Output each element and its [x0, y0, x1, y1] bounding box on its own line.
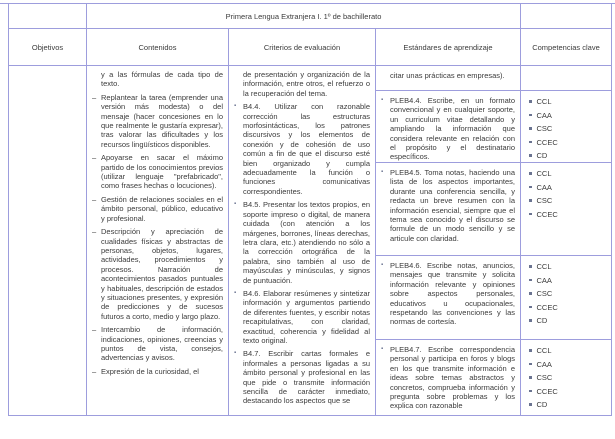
dash-marker-icon: –: [92, 325, 97, 335]
square-bullet-icon: [529, 186, 532, 189]
competencia-badge: CD: [529, 400, 607, 409]
square-bullet-icon: [529, 172, 532, 175]
square-bullet-icon: [529, 141, 532, 144]
competencia-badge: CCEC: [529, 210, 607, 219]
competencias-cell: [521, 163, 611, 255]
square-bullet-icon: [529, 199, 532, 202]
dash-marker-icon: –: [92, 227, 97, 237]
square-bullet-icon: ▪: [234, 289, 237, 296]
square-bullet-icon: [529, 279, 532, 282]
competencia-badge: CAA: [529, 360, 607, 369]
competencias-cell-empty: [521, 66, 611, 90]
square-bullet-icon: ▪: [381, 169, 384, 175]
column-header-estandares: Estándares de aprendizaje: [376, 29, 521, 65]
estandar-pleb46: ▪ PLEB4.6. Escribe notas, anuncios, mensajes que transmite y solicita información relevante y opiniones sobre aspectos personales, educativos u ocupacionales, respetando las convenciones y las normas de cortesía.: [376, 256, 521, 339]
column-header-criterios: Criterios de evaluación: [229, 29, 376, 65]
criterios-item: ▪ B4.7. Escribir cartas formales e informales a personas ligadas a su ámbito personal y profesional en las que pide o transmite información sencilla de carácter inmediato, destacando los aspectos que se: [234, 349, 370, 406]
competencia-badge: CSC: [529, 289, 607, 298]
table-header-row: [9, 29, 611, 66]
contenidos-item: – Gestión de relaciones sociales en el ámbito personal, público, educativo y profesional.: [92, 194, 223, 223]
square-bullet-icon: [529, 127, 532, 130]
table-title-row: [9, 4, 611, 29]
square-bullet-icon: [529, 363, 532, 366]
table-row: [376, 340, 611, 415]
competencias-cell: [521, 256, 611, 339]
competencia-badge: CSC: [529, 196, 607, 205]
estandar-pleb44: ▪ PLEB4.4. Escribe, en un formato convencional y en cualquier soporte, un curriculum vitae detallando y ampliando la información que considera relevante en relación con el propósito y el destinatario específicos.: [376, 91, 521, 162]
competencia-badge: CCL: [529, 346, 607, 355]
contenidos-item: – Apoyarse en sacar el máximo partido de los conocimientos previos (utilizar lenguaje "prefabricado", como frases hechas o locuciones).: [92, 153, 223, 191]
objetivos-cell: [9, 66, 87, 415]
competencias-cell: [521, 91, 611, 162]
competencia-badge: CSC: [529, 124, 607, 133]
criterios-item: ▪ B4.4. Utilizar con razonable corrección las estructuras morfosintácticas, los patrones discursivos y los elementos de conexión y de cohesión de uso común a fin de que el discurso esté bien organizado y cumpla adecuadamente la función o funciones comunicativas correspondientes.: [234, 102, 370, 196]
competencia-badge: CCL: [529, 97, 607, 106]
column-header-objetivos: Objetivos: [9, 29, 87, 65]
contenidos-cell: [87, 66, 229, 415]
square-bullet-icon: [529, 114, 532, 117]
contenidos-continuation: y a las fórmulas de cada tipo de texto.: [101, 70, 223, 89]
table-title: Primera Lengua Extranjera I. 1º de bachillerato: [87, 4, 521, 28]
square-bullet-icon: [529, 213, 532, 216]
table-row: [376, 163, 611, 256]
dash-marker-icon: –: [92, 92, 97, 102]
competencia-badge: CCEC: [529, 138, 607, 147]
table-row: [376, 66, 611, 91]
competencia-badge: CCL: [529, 169, 607, 178]
title-row-competencias-spacer: [521, 4, 611, 28]
estandares-competencias-stack: [376, 66, 611, 415]
contenidos-item: – Descripción y apreciación de cualidades físicas y abstractas de personas, objetos, lugares, actividades, procedimientos y procesos. Narración de acontecimientos pasados puntuales y habituales, descripción de estados y situaciones presentes, y expresión de predicciones y de sucesos futuros a corto, medio y largo plazo.: [92, 227, 223, 321]
column-header-competencias: Competencias clave: [532, 42, 600, 52]
dash-marker-icon: –: [92, 194, 97, 204]
square-bullet-icon: [529, 319, 532, 322]
competencias-cell: [521, 340, 611, 415]
table-row: [376, 256, 611, 340]
competencia-badge: CCL: [529, 262, 607, 271]
competencia-badge: CSC: [529, 373, 607, 382]
square-bullet-icon: ▪: [381, 97, 384, 103]
estandar-pleb47: ▪ PLEB4.7. Escribe correspondencia personal y participa en foros y blogs en los que transmite información e ideas sobre temas abstractos y concretos, comprueba información y pregunta sobre problemas y los explica con razonable: [376, 340, 521, 415]
criterios-continuation: de presentación y organización de la información, entre otros, el refuerzo o la recuperación del tema.: [243, 70, 370, 98]
square-bullet-icon: [529, 390, 532, 393]
criterios-item: ▪ B4.6. Elaborar resúmenes y sintetizar información y argumentos partiendo de diferentes fuentes, y escribir notas recapitulativas, con claridad, exactitud, coherencia y fidelidad al texto original.: [234, 288, 370, 345]
competencia-badge: CD: [529, 151, 607, 160]
competencia-badge: CCEC: [529, 303, 607, 312]
square-bullet-icon: [529, 349, 532, 352]
competencia-badge: CCEC: [529, 387, 607, 396]
dash-marker-icon: –: [92, 153, 97, 163]
criterios-cell: [229, 66, 376, 415]
square-bullet-icon: ▪: [234, 350, 237, 357]
competencia-badge: CD: [529, 316, 607, 325]
contenidos-item: – Expresión de la curiosidad, el: [92, 366, 199, 376]
square-bullet-icon: [529, 292, 532, 295]
competencia-badge: CAA: [529, 276, 607, 285]
square-bullet-icon: ▪: [381, 346, 384, 352]
square-bullet-icon: [529, 306, 532, 309]
table-body: [9, 66, 611, 415]
title-row-objetivos-spacer: [9, 4, 87, 28]
contenidos-item: – Replantear la tarea (emprender una versión más modesta) o del mensaje (hacer concesiones en lo que realmente le gustaría expresar), tras valorar las dificultades y los recursos lingüísticos disponibles.: [92, 92, 223, 149]
square-bullet-icon: ▪: [381, 262, 384, 268]
competencia-badge: CAA: [529, 111, 607, 120]
contenidos-item: – Intercambio de información, indicaciones, opiniones, creencias y puntos de vista, consejos, advertencias y avisos.: [92, 325, 223, 363]
dash-marker-icon: –: [92, 366, 97, 376]
square-bullet-icon: [529, 403, 532, 406]
criterios-item: ▪ B4.5. Presentar los textos propios, en soporte impreso o digital, de manera cuidada (con atención a los márgenes, borrones, líneas derechas, letra clara, etc.) atendiendo no sólo a la corrección ortográfica de la palabra, sino también al uso de mayúsculas y minúsculas, y signos de puntuación.: [234, 200, 370, 285]
square-bullet-icon: [529, 376, 532, 379]
estandar-pleb45: ▪ PLEB4.5. Toma notas, haciendo una lista de los aspectos importantes, durante una conferencia sencilla, y redacta un breve resumen con la información esencial, siempre que el tema sea conocido y el discurso se formule de un modo sencillo y se articule con claridad.: [376, 163, 521, 255]
curriculum-table: [8, 3, 612, 416]
square-bullet-icon: [529, 265, 532, 268]
competencia-badge: CAA: [529, 183, 607, 192]
column-header-contenidos: Contenidos: [87, 29, 229, 65]
square-bullet-icon: [529, 154, 532, 157]
square-bullet-icon: ▪: [234, 201, 237, 208]
table-row: [376, 91, 611, 163]
square-bullet-icon: [529, 100, 532, 103]
estandares-continuation: citar unas prácticas en empresas).: [376, 66, 521, 90]
square-bullet-icon: ▪: [234, 103, 237, 110]
